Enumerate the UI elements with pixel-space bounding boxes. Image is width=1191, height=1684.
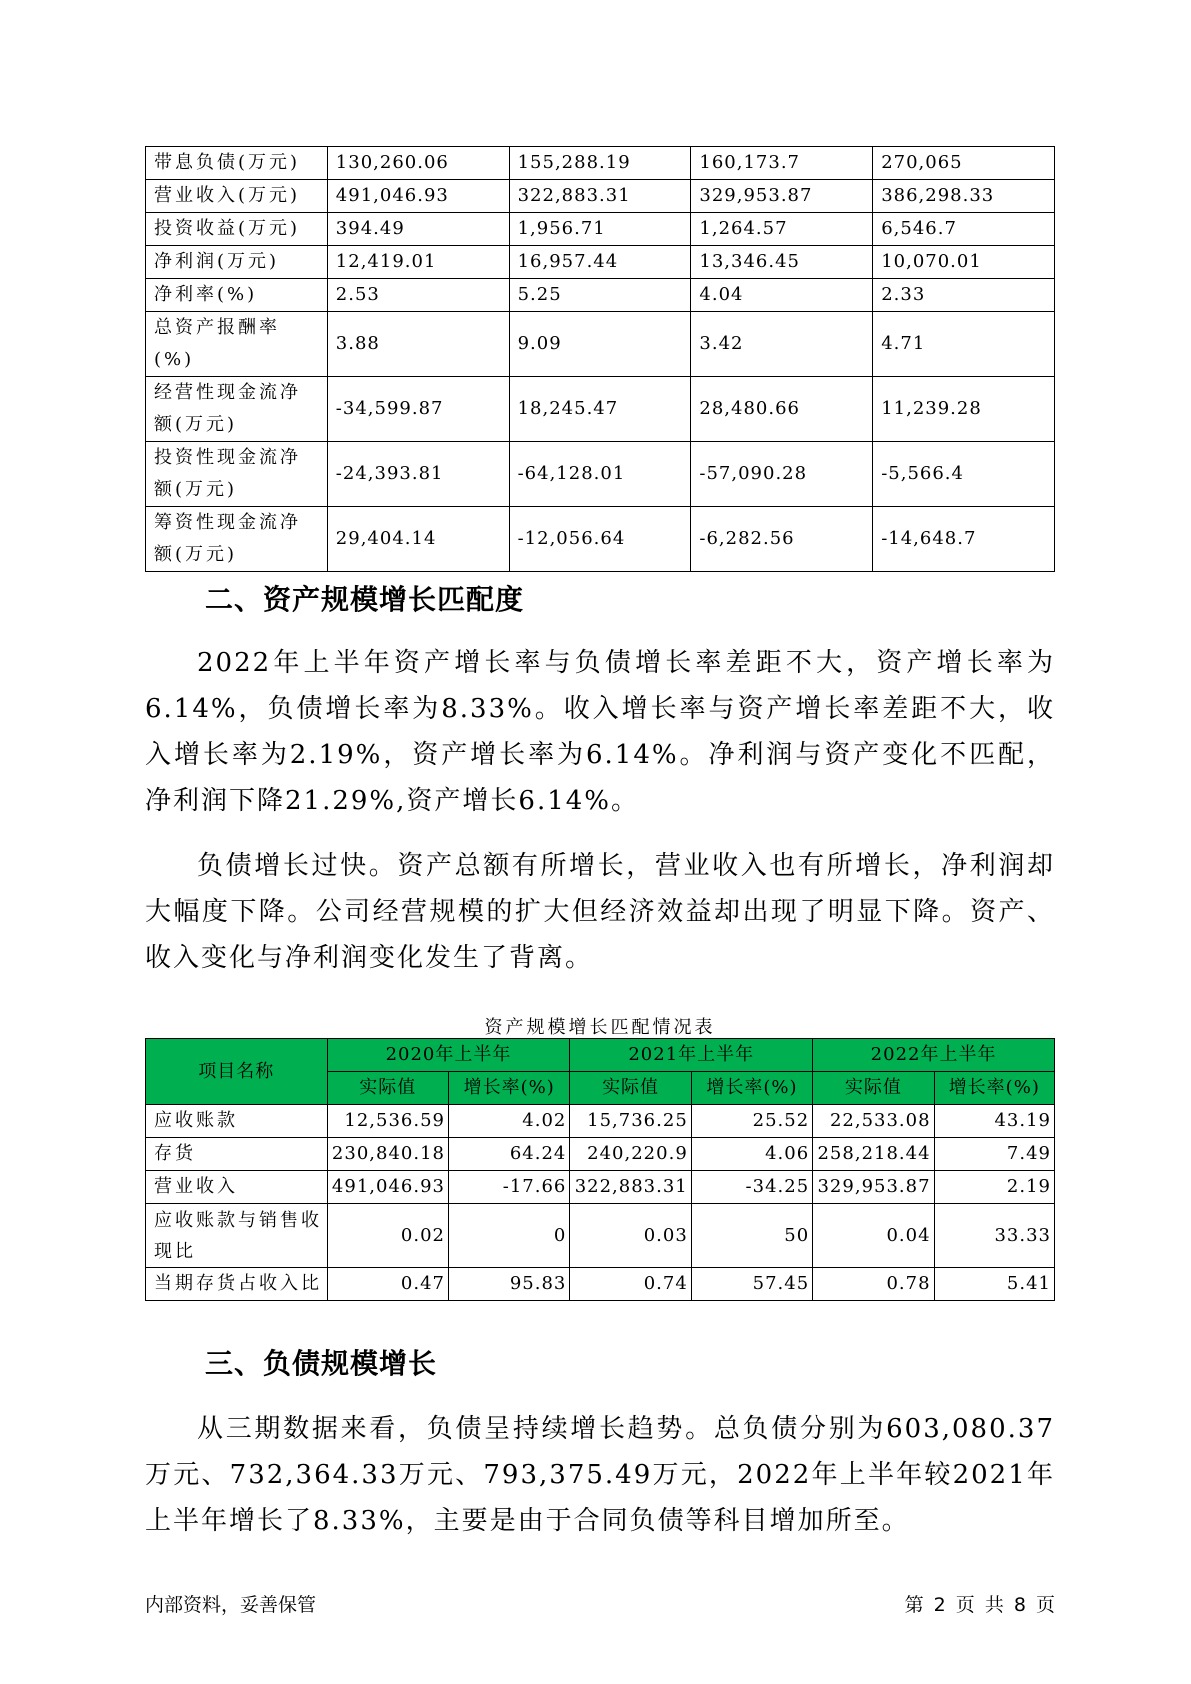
period-header: 2020年上半年 (327, 1039, 570, 1072)
row-label: 营业收入(万元) (146, 180, 328, 213)
cell-value: 64.24 (448, 1138, 569, 1171)
cell-value: 4.06 (691, 1138, 812, 1171)
cell-value: 18,245.47 (509, 377, 691, 442)
cell-value: 43.19 (934, 1105, 1054, 1138)
footer-confidential-note: 内部资料，妥善保管 (145, 1594, 317, 1616)
cell-value: 29,404.14 (327, 507, 509, 572)
cell-value: 2.33 (873, 279, 1055, 312)
cell-value: 0.02 (327, 1204, 448, 1268)
cell-value: -34,599.87 (327, 377, 509, 442)
cell-value: 6,546.7 (873, 213, 1055, 246)
cell-value: 2.19 (934, 1171, 1054, 1204)
header-row (146, 1039, 1055, 1072)
row-label: 应收账款 (146, 1105, 328, 1138)
table-row (146, 507, 1055, 572)
table-row (146, 213, 1055, 246)
cell-value: -17.66 (448, 1171, 569, 1204)
table-row (146, 1268, 1055, 1301)
cell-value: 329,953.87 (691, 180, 873, 213)
cell-value: 33.33 (934, 1204, 1054, 1268)
cell-value: -64,128.01 (509, 442, 691, 507)
cell-value: 11,239.28 (873, 377, 1055, 442)
cell-value: 0.04 (813, 1204, 934, 1268)
row-label: 投资收益(万元) (146, 213, 328, 246)
sub-header-growth: 增长率(%) (448, 1072, 569, 1105)
cell-value: 16,957.44 (509, 246, 691, 279)
row-label: 当期存货占收入比 (146, 1268, 328, 1301)
table-row (146, 1105, 1055, 1138)
table-row (146, 147, 1055, 180)
table-row (146, 377, 1055, 442)
cell-value: 0.78 (813, 1268, 934, 1301)
table-caption: 资产规模增长匹配情况表 (484, 1017, 716, 1038)
row-label: 总资产报酬率(%) (146, 312, 328, 377)
section-heading: 二、资产规模增长匹配度 (205, 583, 525, 616)
cell-value: 3.42 (691, 312, 873, 377)
cell-value: 394.49 (327, 213, 509, 246)
cell-value: -34.25 (691, 1171, 812, 1204)
period-header: 2022年上半年 (813, 1039, 1055, 1072)
cell-value: 22,533.08 (813, 1105, 934, 1138)
cell-value: -12,056.64 (509, 507, 691, 572)
financial-indicators-table (145, 146, 1055, 572)
cell-value: 0.47 (327, 1268, 448, 1301)
row-label: 应收账款与销售收现比 (146, 1204, 328, 1268)
cell-value: -57,090.28 (691, 442, 873, 507)
cell-value: -6,282.56 (691, 507, 873, 572)
row-label: 筹资性现金流净额(万元) (146, 507, 328, 572)
row-label: 营业收入 (146, 1171, 328, 1204)
table-row (146, 1138, 1055, 1171)
cell-value: 0.74 (570, 1268, 691, 1301)
cell-value: 10,070.01 (873, 246, 1055, 279)
table-row (146, 442, 1055, 507)
cell-value: 386,298.33 (873, 180, 1055, 213)
footer-page-number: 第 2 页 共 8 页 (904, 1594, 1055, 1616)
cell-value: 57.45 (691, 1268, 812, 1301)
paragraph: 从三期数据来看，负债呈持续增长趋势。总负债分别为603,080.37万元、732,364.33万元、793,375.49万元，2022年上半年较2021年上半年增长了8.33%，主要是由于合同负债等科目增加所至。 (145, 1414, 1055, 1536)
table-row (146, 312, 1055, 377)
row-label: 带息负债(万元) (146, 147, 328, 180)
cell-value: 2.53 (327, 279, 509, 312)
row-label: 存货 (146, 1138, 328, 1171)
row-label: 投资性现金流净额(万元) (146, 442, 328, 507)
asset-growth-match-table (145, 1038, 1055, 1301)
section-heading: 三、负债规模增长 (205, 1347, 438, 1380)
cell-value: 5.25 (509, 279, 691, 312)
cell-value: 12,419.01 (327, 246, 509, 279)
paragraph: 2022年上半年资产增长率与负债增长率差距不大，资产增长率为6.14%，负债增长率为8.33%。收入增长率与资产增长率差距不大，收入增长率为2.19%，资产增长率为6.14%。净利润与资产变化不匹配，净利润下降21.29%,资产增长6.14%。 (145, 648, 1055, 816)
cell-value: 491,046.93 (327, 180, 509, 213)
cell-value: 4.02 (448, 1105, 569, 1138)
sub-header-growth: 增长率(%) (934, 1072, 1054, 1105)
table-row (146, 1171, 1055, 1204)
period-header: 2021年上半年 (570, 1039, 813, 1072)
paragraph: 负债增长过快。资产总额有所增长，营业收入也有所增长，净利润却大幅度下降。公司经营规模的扩大但经济效益却出现了明显下降。资产、收入变化与净利润变化发生了背离。 (145, 851, 1055, 973)
cell-value: 4.04 (691, 279, 873, 312)
cell-value: 240,220.9 (570, 1138, 691, 1171)
cell-value: 12,536.59 (327, 1105, 448, 1138)
cell-value: -24,393.81 (327, 442, 509, 507)
cell-value: 130,260.06 (327, 147, 509, 180)
sub-header-growth: 增长率(%) (691, 1072, 812, 1105)
cell-value: 50 (691, 1204, 812, 1268)
table-row (146, 1204, 1055, 1268)
col-header-name: 项目名称 (146, 1039, 328, 1105)
cell-value: 25.52 (691, 1105, 812, 1138)
cell-value: 155,288.19 (509, 147, 691, 180)
cell-value: 0 (448, 1204, 569, 1268)
cell-value: 5.41 (934, 1268, 1054, 1301)
cell-value: 4.71 (873, 312, 1055, 377)
table-row (146, 279, 1055, 312)
cell-value: 491,046.93 (327, 1171, 448, 1204)
cell-value: 13,346.45 (691, 246, 873, 279)
cell-value: 28,480.66 (691, 377, 873, 442)
cell-value: 7.49 (934, 1138, 1054, 1171)
cell-value: 322,883.31 (570, 1171, 691, 1204)
sub-header-actual: 实际值 (570, 1072, 691, 1105)
row-label: 净利润(万元) (146, 246, 328, 279)
cell-value: 95.83 (448, 1268, 569, 1301)
cell-value: 1,956.71 (509, 213, 691, 246)
cell-value: 1,264.57 (691, 213, 873, 246)
table-row (146, 180, 1055, 213)
cell-value: 270,065 (873, 147, 1055, 180)
cell-value: 9.09 (509, 312, 691, 377)
sub-header-actual: 实际值 (813, 1072, 934, 1105)
row-label: 净利率(%) (146, 279, 328, 312)
cell-value: 329,953.87 (813, 1171, 934, 1204)
row-label: 经营性现金流净额(万元) (146, 377, 328, 442)
cell-value: -14,648.7 (873, 507, 1055, 572)
cell-value: 3.88 (327, 312, 509, 377)
cell-value: 15,736.25 (570, 1105, 691, 1138)
cell-value: 160,173.7 (691, 147, 873, 180)
cell-value: 230,840.18 (327, 1138, 448, 1171)
table-row (146, 246, 1055, 279)
cell-value: 0.03 (570, 1204, 691, 1268)
cell-value: 258,218.44 (813, 1138, 934, 1171)
cell-value: -5,566.4 (873, 442, 1055, 507)
sub-header-actual: 实际值 (327, 1072, 448, 1105)
cell-value: 322,883.31 (509, 180, 691, 213)
